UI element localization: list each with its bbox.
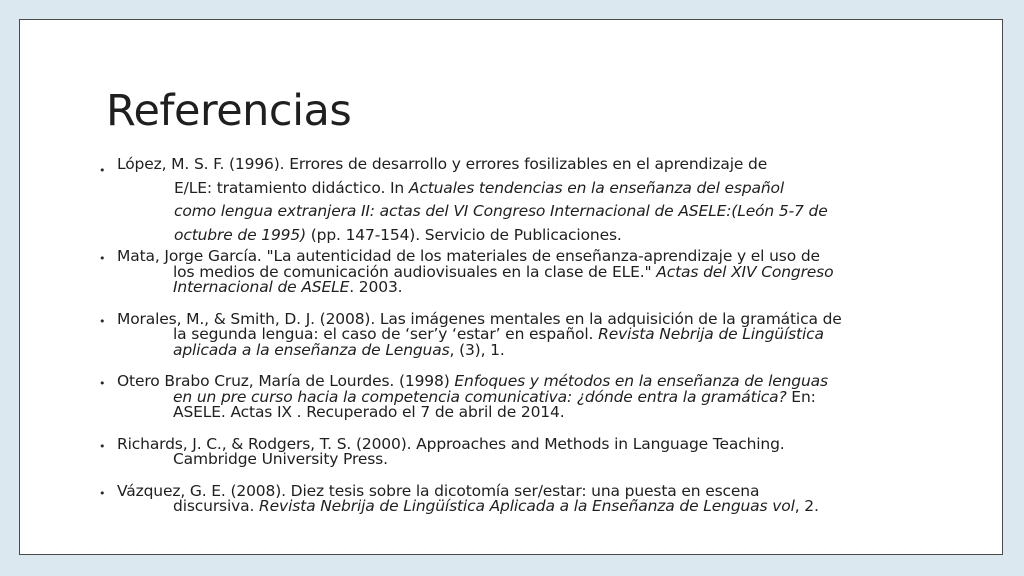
bullet-icon: • (99, 377, 106, 390)
reference-line (117, 499, 979, 515)
reference-italic-text: Revista Nebrija de Lingüística Aplicada a la Enseñanza de Lenguas vol (259, 497, 795, 515)
reference-line: Vázquez, G. E. (2008). Diez tesis sobre la dicotomía ser/estar: una puesta en escena (117, 481, 760, 500)
reference-text: , (3), 1. (449, 340, 505, 359)
reference-italic-text: Enfoques y métodos en la enseñanza de lenguas (454, 372, 828, 390)
bullet-icon: • (99, 314, 106, 328)
reference-item-lopez (99, 153, 979, 247)
reference-text: . 2003. (349, 278, 403, 296)
reference-line: ASELE. Actas IX . Recuperado el 7 de abril de 2014. (173, 403, 565, 421)
reference-italic-text: como lengua extranjera II: actas del VI Congreso Internacional de ASELE:(León 5-7 de (174, 202, 828, 220)
reference-line: Mata, Jorge García. "La autenticidad de los materiales de enseñanza-aprendizaje y el uso de (117, 247, 820, 265)
reference-line: Morales, M., & Smith, D. J. (2008). Las imágenes mentales en la adquisición de la gramática de (117, 309, 842, 328)
reference-italic-text: Actas del XIV Congreso (656, 262, 834, 281)
reference-item-morales (99, 309, 979, 359)
reference-text: E/LE: tratamiento didáctico. In (174, 178, 409, 197)
reference-line (117, 200, 979, 224)
reference-italic-text: octubre de 1995) (174, 225, 306, 244)
reference-line (117, 280, 979, 296)
bullet-icon: • (99, 252, 106, 265)
slide (19, 19, 1003, 555)
reference-text: (pp. 147-154). Servicio de Publicaciones. (305, 225, 622, 244)
reference-item-richards (99, 434, 979, 468)
reference-italic-text: Internacional de ASELE (173, 278, 350, 296)
reference-item-vazquez (99, 481, 979, 515)
reference-text: En: (786, 387, 816, 406)
reference-line: Cambridge University Press. (173, 450, 388, 468)
reference-italic-text: en un pre curso hacia la competencia comunicativa: ¿dónde entra la gramática? (173, 387, 787, 406)
reference-list (99, 153, 979, 531)
reference-line (117, 177, 979, 201)
reference-item-mata (99, 249, 979, 296)
reference-text: , 2. (794, 497, 819, 515)
reference-line (117, 340, 979, 359)
reference-italic-text: Revista Nebrija de Lingüística (598, 325, 824, 343)
reference-italic-text: aplicada a la enseñanza de Lenguas (173, 340, 450, 359)
reference-text: discursiva. (173, 497, 260, 515)
reference-line (117, 224, 979, 248)
bullet-icon: • (99, 164, 106, 177)
bullet-icon: • (99, 439, 106, 453)
reference-item-otero (99, 374, 979, 421)
reference-text: Otero Brabo Cruz, María de Lourdes. (1998) (117, 372, 455, 390)
slide-title: Referencias (106, 86, 352, 136)
bullet-icon: • (99, 486, 106, 500)
reference-text: la segunda lengua: el caso de ‘ser’y ‘estar’ en español. (173, 325, 599, 343)
reference-italic-text: Actuales tendencias en la enseñanza del español (408, 178, 785, 197)
reference-line: Richards, J. C., & Rodgers, T. S. (2000). Approaches and Methods in Language Teaching. (117, 434, 785, 453)
reference-text: los medios de comunicación audiovisuales en la clase de ELE." (173, 262, 657, 281)
reference-line: López, M. S. F. (1996). Errores de desarrollo y errores fosilizables en el aprendizaje de (117, 155, 768, 173)
